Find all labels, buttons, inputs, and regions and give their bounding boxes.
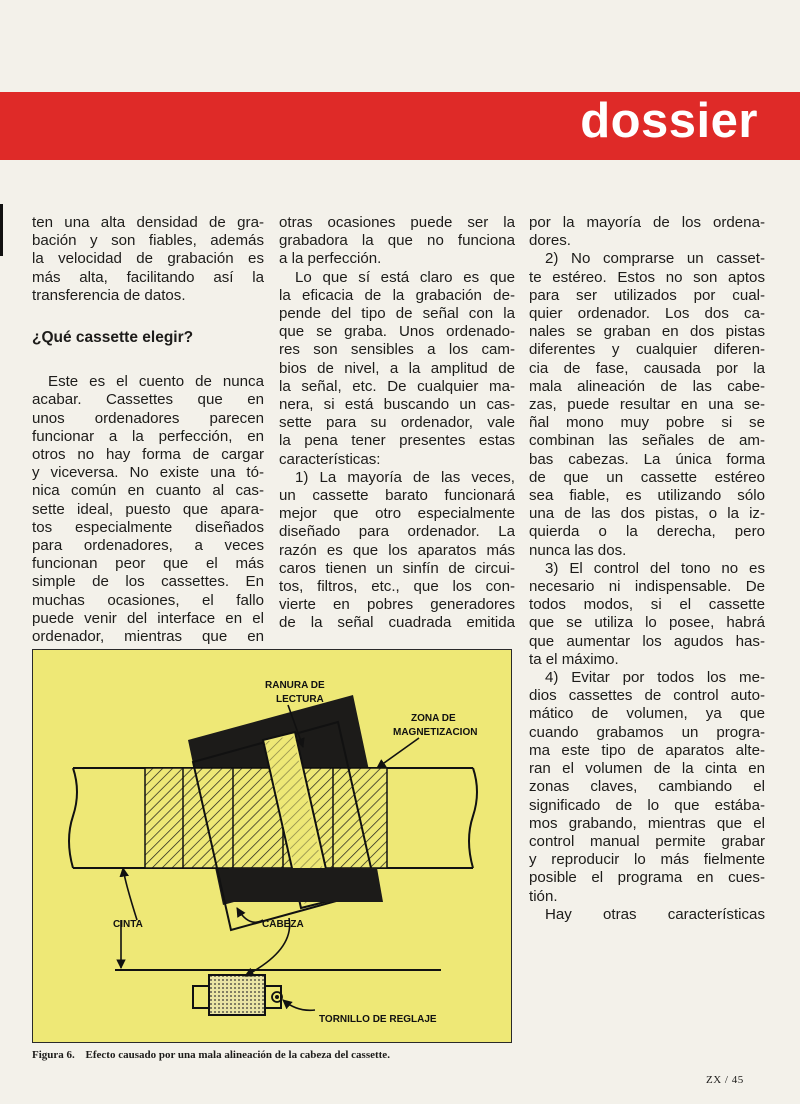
text-line: ñal mono muy pobre si se <box>529 414 765 432</box>
text-line: simple de los cassettes. En <box>32 573 264 591</box>
paragraph <box>279 269 515 469</box>
text-line: diferentes y cualquier diferen- <box>529 341 765 359</box>
text-line: de que un cassette estéreo <box>529 468 765 486</box>
label-tornillo: TORNILLO DE REGLAJE <box>319 1014 437 1025</box>
text-line: mos grabando, mientras que el <box>529 814 765 832</box>
section-title: dossier <box>580 94 758 148</box>
text-line: bios de nivel, a la amplitud de <box>279 359 515 377</box>
text-line: la pena tener presentes estas <box>279 432 515 450</box>
text-line: tión. <box>529 887 558 905</box>
paragraph <box>32 214 264 305</box>
text-line: cuando grabamos un progra- <box>529 723 765 741</box>
figure-caption <box>32 1049 512 1061</box>
text-line: quierda o la derecha, pero <box>529 523 765 541</box>
text-line: zas, puede resultar en una se- <box>529 396 765 414</box>
paragraph <box>279 214 515 269</box>
text-line: Lo que sí está claro es que <box>295 268 515 286</box>
text-line: tos, filtros, etc., que los con- <box>279 578 515 596</box>
text-line: posible el programa en cues- <box>529 869 765 887</box>
label-zona-2: MAGNETIZACION <box>393 727 478 738</box>
text-line: cia de fase, causada por la <box>529 359 765 377</box>
text-line: de la señal cuadrada emitida <box>279 614 515 632</box>
text-line: otras ocasiones puede ser la <box>279 214 515 231</box>
text-line: 2) No comprarse un casset- <box>545 250 765 268</box>
text-line: otros no hay forma de cargar <box>32 446 264 464</box>
text-line: necesario ni indispensable. De <box>529 578 765 596</box>
label-zona-1: ZONA DE <box>411 713 456 724</box>
text-line: vierte en pobres generadores <box>279 596 515 614</box>
text-line: funcionar a la perfección, en <box>32 427 264 445</box>
text-line: una de las dos pistas, o la iz- <box>529 505 765 523</box>
text-line: características: <box>279 450 381 468</box>
text-line: nica común en cuanto al cas- <box>32 482 264 500</box>
text-line: razón es que los aparatos más <box>279 541 515 559</box>
paragraph <box>32 373 264 646</box>
text-line: acabar. Cassettes que en <box>32 391 264 409</box>
text-line: y reproducir lo más fielmente <box>529 851 765 869</box>
text-line: tos especialmente diseñados <box>32 518 264 536</box>
text-line: para ser utilizados por cual- <box>529 286 765 304</box>
caption-text: Efecto causado por una mala alineación de la cabeza del cassette. <box>85 1049 390 1061</box>
text-line: bas cabezas. La única forma <box>529 450 765 468</box>
text-line: que aumentar los agudos has- <box>529 632 765 650</box>
paragraph <box>529 214 765 250</box>
section-heading: ¿Qué cassette elegir? <box>32 329 194 347</box>
margin-mark <box>0 204 3 256</box>
text-line: nunca las dos. <box>529 541 627 559</box>
text-line: ma este tipo de aparatos alte- <box>529 741 765 759</box>
paragraph <box>279 469 515 633</box>
text-line: 4) Evitar por todos los me- <box>545 669 765 687</box>
text-line: funcionan peor que el más <box>32 555 264 573</box>
text-line: un cassette barato funcionará <box>279 487 515 505</box>
paragraph <box>529 560 765 669</box>
head-lower <box>229 868 383 902</box>
text-line: muchas ocasiones, el fallo <box>32 591 264 609</box>
section-banner <box>0 92 800 160</box>
text-line: la eficacia de la grabación de- <box>279 286 515 304</box>
text-line: nales se graban en dos pistas <box>529 323 765 341</box>
text-line: significado de lo que estába- <box>529 796 765 814</box>
text-line: te estéreo. Estos no son aptos <box>529 268 765 286</box>
text-line: 1) La mayoría de las veces, <box>295 468 515 486</box>
text-column-3 <box>529 214 765 924</box>
text-line: por la mayoría de los ordena- <box>529 214 765 231</box>
label-ranura-2: LECTURA <box>276 694 324 705</box>
text-line: ten una alta densidad de gra- <box>32 214 264 231</box>
label-cabeza: CABEZA <box>262 919 304 930</box>
text-line: más alta, facilitando así la <box>32 268 264 286</box>
text-line: unos ordenadores parecen <box>32 409 264 427</box>
text-line: puede venir del interface en el <box>32 609 264 627</box>
text-line: ran el volumen de la cinta en <box>529 760 765 778</box>
text-line: nera, si está buscando un cas- <box>279 396 515 414</box>
text-line: caros tienen un sinfín de circui- <box>279 559 515 577</box>
text-line: mático de volumen, ya que <box>529 705 765 723</box>
paragraph <box>529 669 765 906</box>
text-line: transferencia de datos. <box>32 286 186 304</box>
text-line: diseñado para ordenador. La <box>279 523 515 541</box>
text-line: sette ideal, puesto que apara- <box>32 500 264 518</box>
text-line: quier ordenador. Los dos ca- <box>529 305 765 323</box>
adjusting-screw <box>193 975 282 1015</box>
text-line: sea fiable, es utilizando sólo <box>529 487 765 505</box>
text-line: a la perfección. <box>279 250 382 268</box>
text-column-2 <box>279 214 515 633</box>
text-line: combinan las señales de am- <box>529 432 765 450</box>
text-line: grabadora la que no funciona <box>279 232 515 250</box>
text-line: la velocidad de grabación es <box>32 250 264 268</box>
text-line: bación y son fiables, además <box>32 232 264 250</box>
text-line: dios cassettes de control auto- <box>529 687 765 705</box>
text-line: y viceversa. No existe una tó- <box>32 464 264 482</box>
text-line: mejor que otro especialmente <box>279 505 515 523</box>
text-line: que se graba. Unos ordenado- <box>279 323 515 341</box>
tape-head-diagram <box>33 650 511 1042</box>
caption-label: Figura 6. <box>32 1049 75 1061</box>
text-line: zonas claves, cambiando el <box>529 778 765 796</box>
text-line: ta el máximo. <box>529 650 619 668</box>
text-line: pende del tipo de señal con la <box>279 305 515 323</box>
text-column-1 <box>32 214 264 646</box>
text-line: para ordenadores, a veces <box>32 537 264 555</box>
page-number: ZX / 45 <box>706 1074 744 1086</box>
text-line: que se utiliza lo posee, habrá <box>529 614 765 632</box>
paragraph <box>529 250 765 559</box>
text-line: todos modos, si el cassette <box>529 596 765 614</box>
text-line: ordenador, mientras que en <box>32 628 264 646</box>
label-cinta: CINTA <box>113 919 143 930</box>
text-line: 3) El control del tono no es <box>545 559 765 577</box>
text-line: sette para su ordenador, vale <box>279 414 515 432</box>
text-line: Este es el cuento de nunca <box>48 373 264 391</box>
text-line: la señal, etc. De cualquier ma- <box>279 377 515 395</box>
figure-diagram <box>32 649 512 1043</box>
text-line: mala alineación de las cabe- <box>529 377 765 395</box>
text-line: res son sensibles a los cam- <box>279 341 515 359</box>
text-line: dores. <box>529 232 571 250</box>
paragraph <box>529 906 765 924</box>
label-ranura-1: RANURA DE <box>265 680 325 691</box>
text-line: control manual permite grabar <box>529 832 765 850</box>
text-line: Hay otras características <box>545 905 765 923</box>
